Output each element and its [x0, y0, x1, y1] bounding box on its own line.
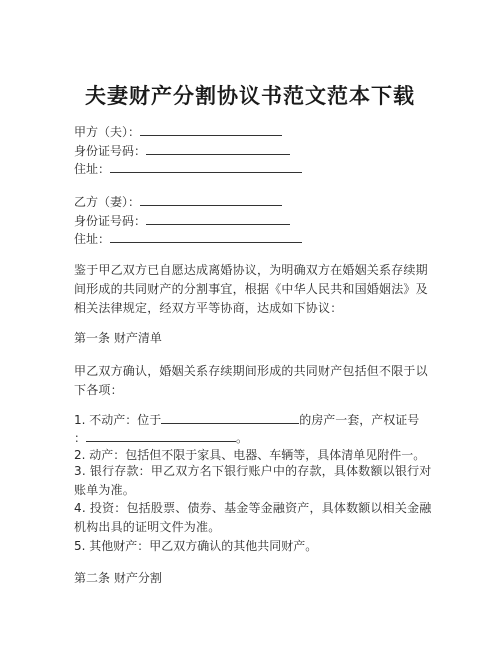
party-a-id-label: 身份证号码： [74, 144, 147, 158]
party-a-id-blank [146, 142, 290, 155]
item-1-prefix: 1. 不动产：位于 [74, 413, 162, 427]
article-1-heading: 第一条 财产清单 [74, 331, 162, 345]
party-b-label: 乙方（妻）： [74, 195, 141, 209]
party-a-address-line [74, 160, 302, 177]
article-1-item-5: 5. 其他财产：甲乙双方确认的其他共同财产。 [74, 539, 318, 553]
item-1-cont-prefix: ： [74, 431, 87, 445]
article-1-item-1-cont [74, 429, 248, 446]
party-b-address-label: 住址： [74, 232, 111, 246]
party-a-line [74, 123, 282, 140]
item-1-middle: 的房产一套，产权证号 [299, 413, 420, 427]
article-1-item-1 [74, 411, 419, 428]
article-1-intro: 甲乙双方确认，婚姻关系存续期间形成的共同财产包括但不限于以下各项： [74, 364, 428, 397]
party-b-id-blank [146, 212, 290, 225]
preamble-paragraph: 鉴于甲乙双方已自愿达成离婚协议，为明确双方在婚姻关系存续期间形成的共同财产的分割事宜，根据《中华人民共和国婚姻法》及相关法律规定，经双方平等协商，达成如下协议： [74, 263, 428, 315]
party-a-label: 甲方（夫）： [74, 125, 141, 139]
item-1-cont-suffix: 。 [236, 431, 249, 445]
article-1-item-4: 4. 投资：包括股票、债券、基金等金融资产，具体数额以相关金融机构出具的证明文件为准。 [74, 501, 432, 534]
document-title: 夫妻财产分割协议书范文范本下载 [85, 83, 415, 108]
article-1-item-3: 3. 银行存款：甲乙双方名下银行账户中的存款，具体数额以银行对账单为准。 [74, 464, 432, 497]
property-cert-number-blank [86, 429, 236, 442]
article-1-item-2: 2. 动产：包括但不限于家具、电器、车辆等，具体清单见附件一。 [74, 448, 426, 462]
property-location-blank [161, 411, 299, 424]
party-b-line [74, 193, 282, 210]
party-a-address-label: 住址： [74, 162, 111, 176]
party-a-id-line [74, 142, 290, 159]
party-a-name-blank [140, 123, 282, 136]
party-a-address-blank [110, 160, 302, 173]
party-b-id-line [74, 212, 290, 229]
party-b-address-line [74, 230, 302, 247]
article-2-heading: 第二条 财产分割 [74, 571, 162, 585]
party-b-id-label: 身份证号码： [74, 214, 147, 228]
party-b-name-blank [140, 193, 282, 206]
party-b-address-blank [110, 230, 302, 243]
